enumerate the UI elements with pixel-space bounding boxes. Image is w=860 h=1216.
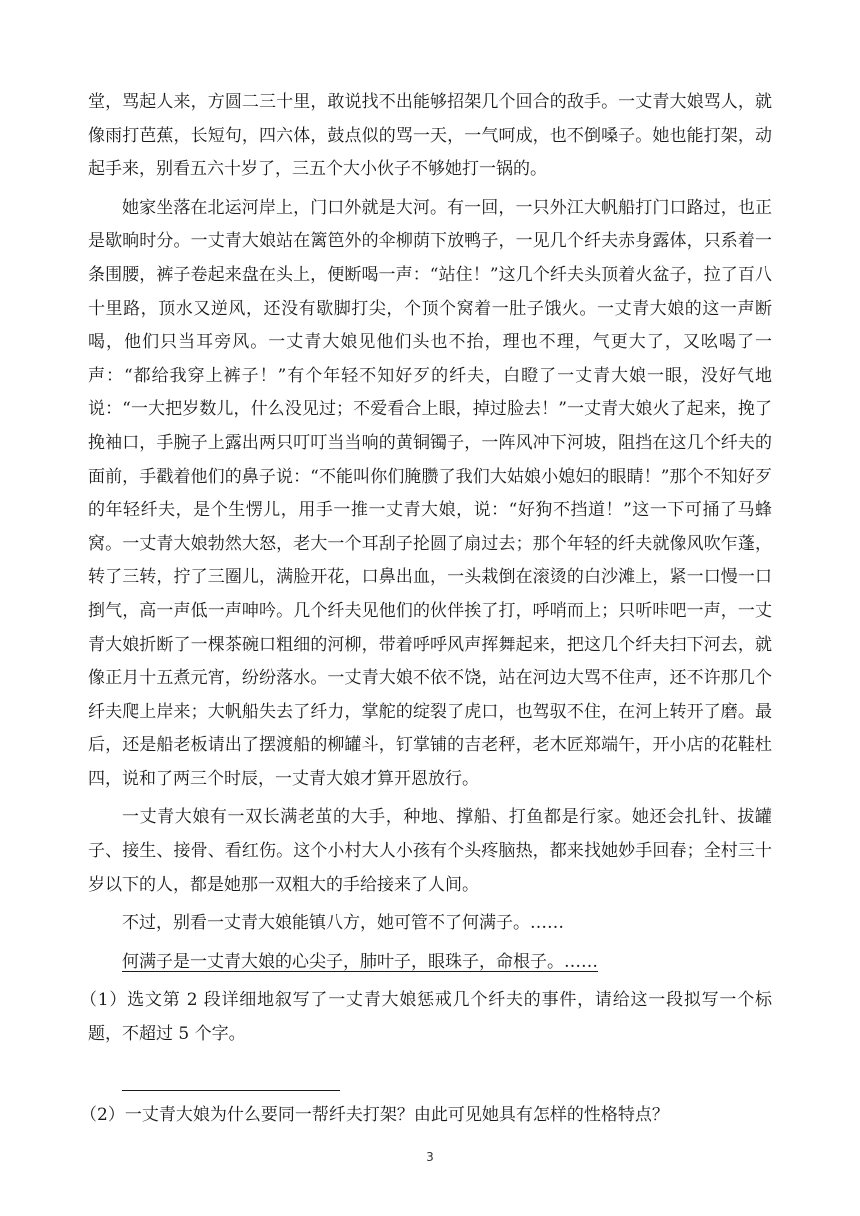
paragraph-1: 堂，骂起人来，方圆二三十里，敢说找不出能够招架几个回合的敌手。一丈青大娘骂人，就像雨打芭蕉，长短句，四六体，鼓点似的骂一天，一气呵成，也不倒嗓子。她也能打架，动起手来，别看五六十岁了，三五个大小伙子不够她打一锅的。 [88,92,772,180]
paragraph-5-underlined [88,946,772,980]
answer-blank-line[interactable] [122,1090,340,1091]
page-number: 3 [426,1150,434,1164]
passage-body [80,86,772,1132]
question-1: （1）选文第 2 段详细地叙写了一丈青大娘惩戒几个纤夫的事件，请给这一段拟写一个标题，不超过 5 个字。 [80,990,772,1045]
underlined-sentence: 何满子是一丈青大娘的心尖子，肺叶子，眼珠子，命根子。…… [122,951,598,972]
paragraph-2: 她家坐落在北运河岸上，门口外就是大河。有一回，一只外江大帆船打门口路过，也正是歇晌时分。一丈青大娘站在篱笆外的伞柳荫下放鸭子，一见几个纤夫赤身露体，只系着一条围腰，裤子卷起来盘在头上，便断喝一声：“站住！”这几个纤夫头顶着火盆子，拉了百八十里路，顶水又逆风，还没有歇脚打尖，个顶个窝着一肚子饿火。一丈青大娘的这一声断喝，他们只当耳旁风。一丈青大娘见他们头也不抬，理也不理，气更大了，又吆喝了一声：“都给我穿上裤子！”有个年轻不知好歹的纤夫，白瞪了一丈青大娘一眼，没好气地说：“一大把岁数儿，什么没见过；不爱看合上眼，掉过脸去！”一丈青大娘火了起来，挽了挽袖口，手腕子上露出两只叮叮当当响的黄铜镯子，一阵风冲下河坡，阻挡在这几个纤夫的面前，手戳着他们的鼻子说：“不能叫你们腌臜了我们大姑娘小媳妇的眼睛！”那个不知好歹的年轻纤夫，是个生愣儿，用手一推一丈青大娘，说：“好狗不挡道！”这一下可捅了马蜂窝。一丈青大娘勃然大怒，老大一个耳刮子抡圆了扇过去；那个年轻的纤夫就像风吹乍蓬，转了三转，拧了三圈儿，满脸开花，口鼻出血，一头栽倒在滚烫的白沙滩上，紧一口慢一口捯气，高一声低一声呻吟。几个纤夫见他们的伙伴挨了打，呼哨而上；只听咔吧一声，一丈青大娘折断了一棵茶碗口粗细的河柳，带着呼呼风声挥舞起来，把这几个纤夫扫下河去，就像正月十五煮元宵，纷纷落水。一丈青大娘不依不饶，站在河边大骂不住声，还不许那几个纤夫爬上岸来；大帆船失去了纤力，掌舵的绽裂了虎口，也驾驭不住，在河上转开了磨。最后，还是船老板请出了摆渡船的柳罐斗，钉掌铺的吉老秤，老木匠郑端午，开小店的花鞋杜四，说和了两三个时辰，一丈青大娘才算开恩放行。 [88,197,772,789]
paragraph-4: 不过，别看一丈青大娘能镇八方，她可管不了何满子。…… [122,913,564,934]
question-2: （2）一丈青大娘为什么要同一帮纤夫打架？由此可见她具有怎样的性格特点？ [80,1104,669,1125]
paragraph-3: 一丈青大娘有一双长满老茧的大手，种地、撑船、打鱼都是行家。她还会扎针、拔罐子、接生、接骨、看红伤。这个小村大人小孩有个头疼脑热，都来找她妙手回春；全村三十岁以下的人，都是她那一双粗大的手给接来了人间。 [88,807,772,895]
